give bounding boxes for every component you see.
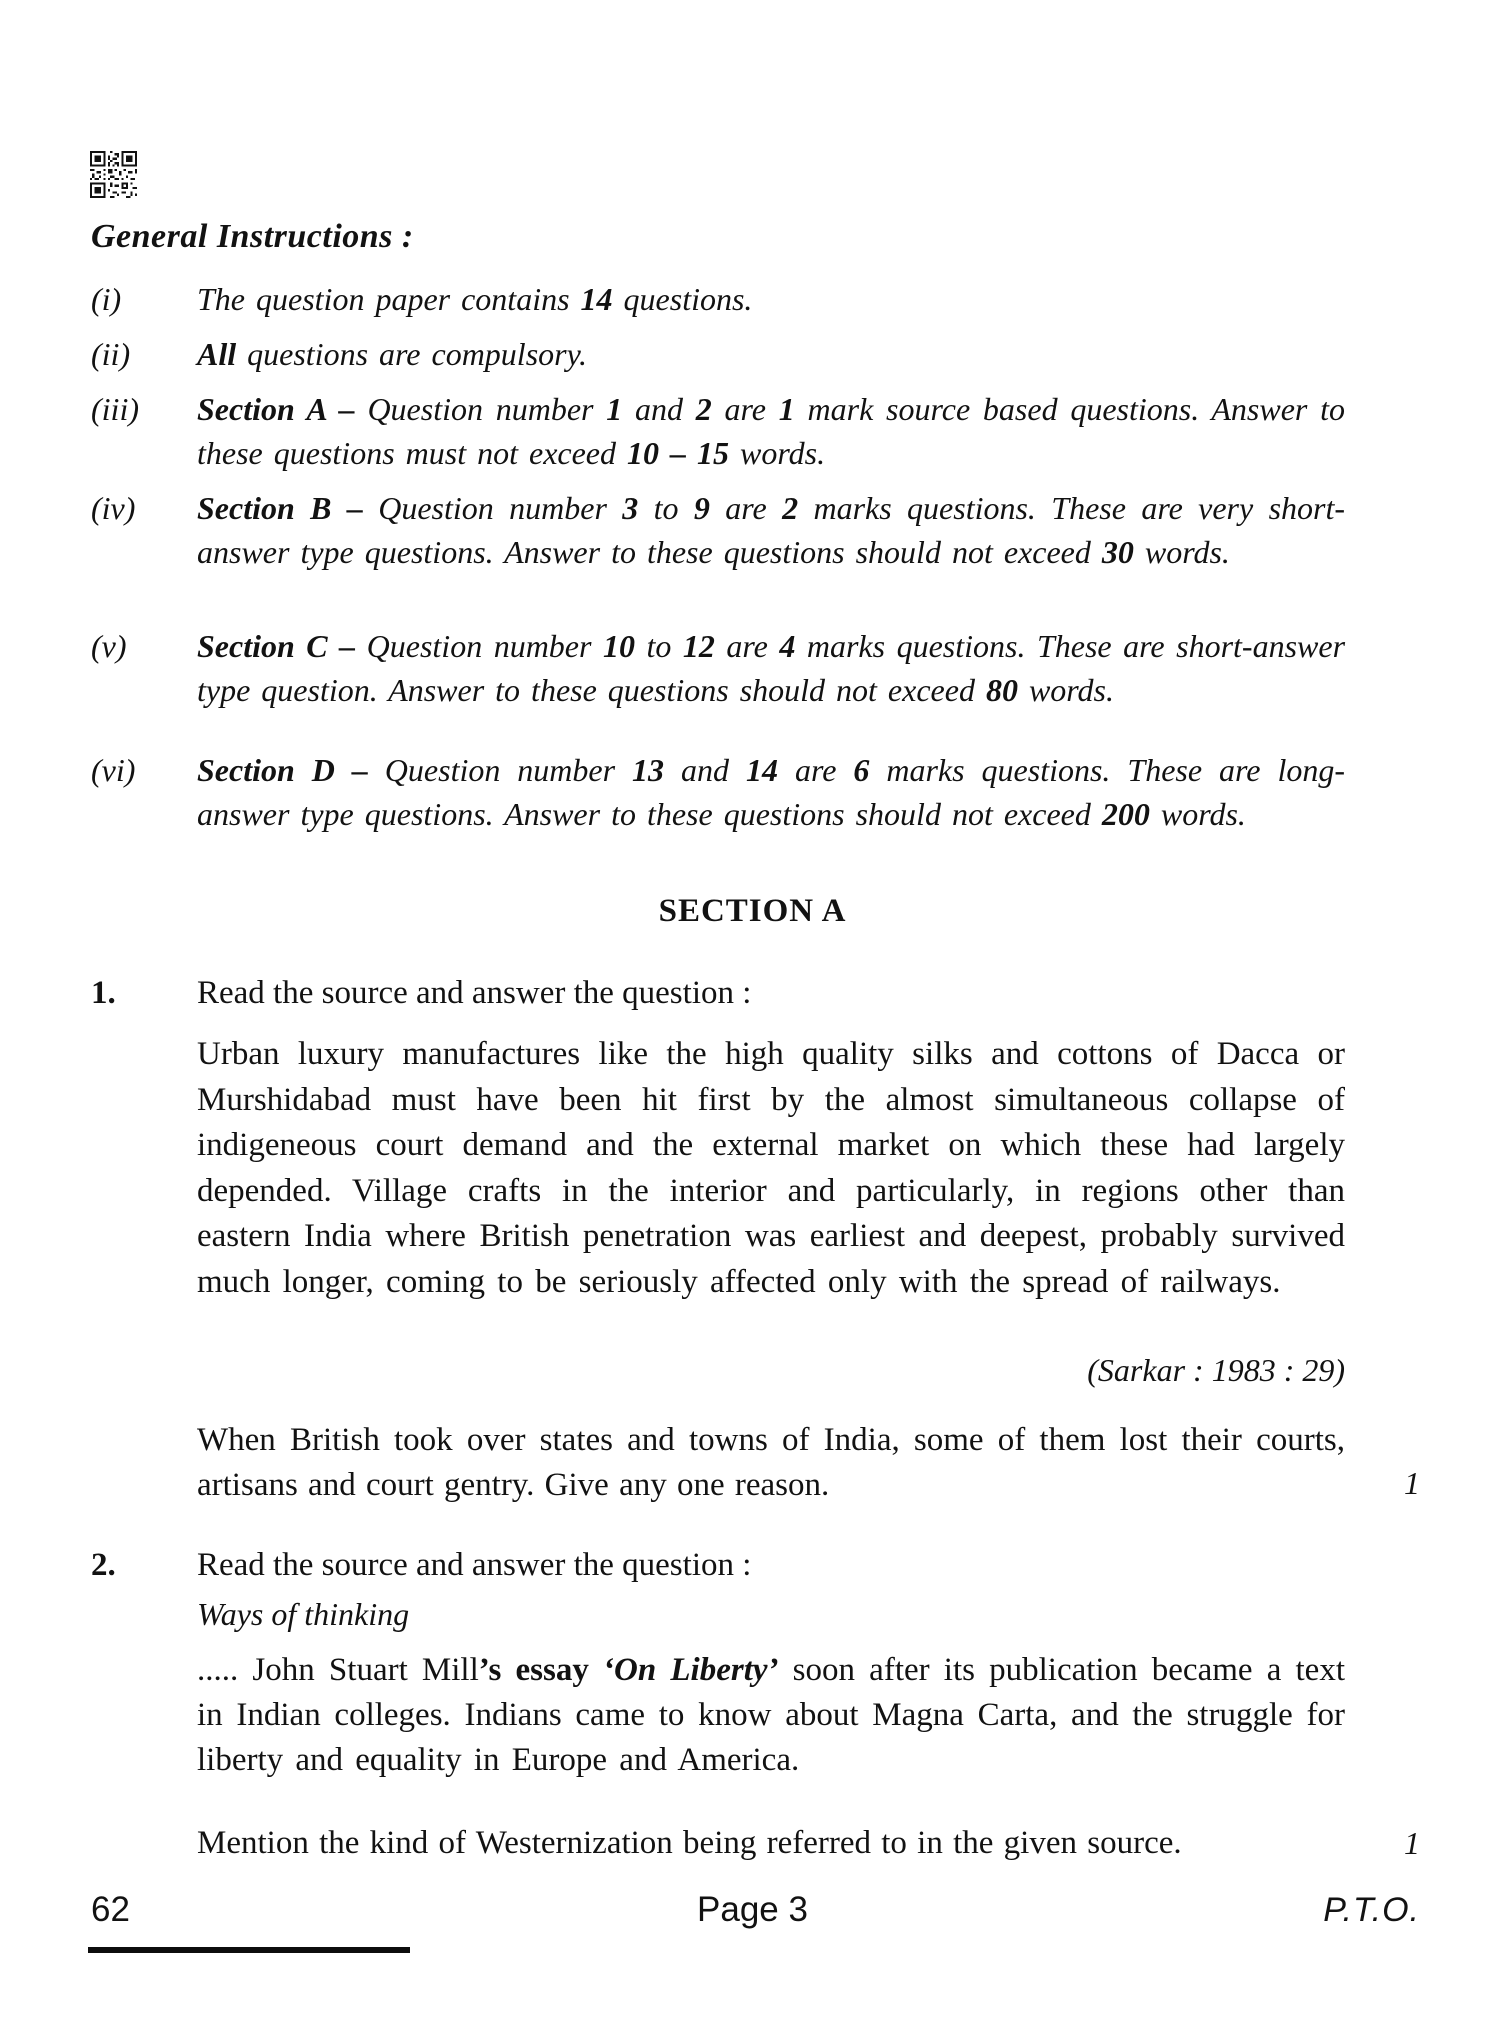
question-1-prompt: Read the source and answer the question : [197,975,752,1011]
general-instructions-title: General Instructions : [91,218,414,255]
question-2-marks: 1 [1404,1825,1420,1861]
question-2-question-text: Mention the kind of Westernization being referred to in the given source. [197,1825,1182,1861]
question-1-marks: 1 [1404,1465,1420,1501]
instruction-v-label: (v) [91,628,127,664]
section-a-heading: SECTION A [658,893,847,929]
instruction-i-text: The question paper contains 14 questions. [197,281,753,317]
question-2-source-title: Ways of thinking [197,1596,410,1632]
question-1-question-text: When British took over states and towns of India, some of them lost their courts, artisans and court gentry. Give any one reason. [197,1422,1345,1503]
instruction-i-label: (i) [91,281,122,317]
page-number: Page 3 [697,1890,808,1929]
instruction-iv-label: (iv) [91,490,136,526]
footer-divider-line [88,1947,410,1953]
instruction-iv-text: Section B – Question number 3 to 9 are 2 marks questions. These are very short-answer type questions. Answer to these questions should not exceed 30 words. [197,490,1346,570]
question-1-citation: (Sarkar : 1983 : 29) [1087,1352,1345,1388]
paper-code: 62 [91,1890,130,1929]
instruction-ii-text: All questions are compulsory. [197,336,588,372]
question-1-number: 1. [91,975,116,1011]
instruction-vi-text: Section D – Question number 13 and 14 are 6 marks questions. These are long-answer type questions. Answer to these questions should not exceed 200 words. [197,752,1346,832]
instruction-iii-text: Section A – Question number 1 and 2 are 1 mark source based questions. Answer to these questions must not exceed 10 – 15 words. [197,391,1346,471]
question-2-source-paragraph: ..... John Stuart Mill’s essay ‘On Liberty’ soon after its publication became a text in Indian colleges. Indians came to know about Magna Carta, and the struggle for liberty and equality in Europe and America. [197,1652,1345,1778]
question-2-number: 2. [91,1547,116,1583]
question-1-source-paragraph: Urban luxury manufactures like the high quality silks and cottons of Dacca or Murshidabad must have been hit first by the almost simultaneous collapse of indigeneous court demand and the external market on which these had largely depended. Village crafts in the interior and particularly, in regions other than eastern India where British penetration was earliest and deepest, probably survived much longer, coming to be seriously affected only with the spread of railways. [197,1036,1345,1300]
pto-label: P.T.O. [1323,1891,1420,1929]
instruction-iii-label: (iii) [91,391,139,427]
qr-code [90,150,137,199]
question-2-prompt: Read the source and answer the question : [197,1547,752,1583]
instruction-vi-label: (vi) [91,752,136,788]
instruction-ii-label: (ii) [91,336,131,372]
instruction-v-text: Section C – Question number 10 to 12 are 4 marks questions. These are short-answer type question. Answer to these questions should not exceed 80 words. [197,628,1346,708]
